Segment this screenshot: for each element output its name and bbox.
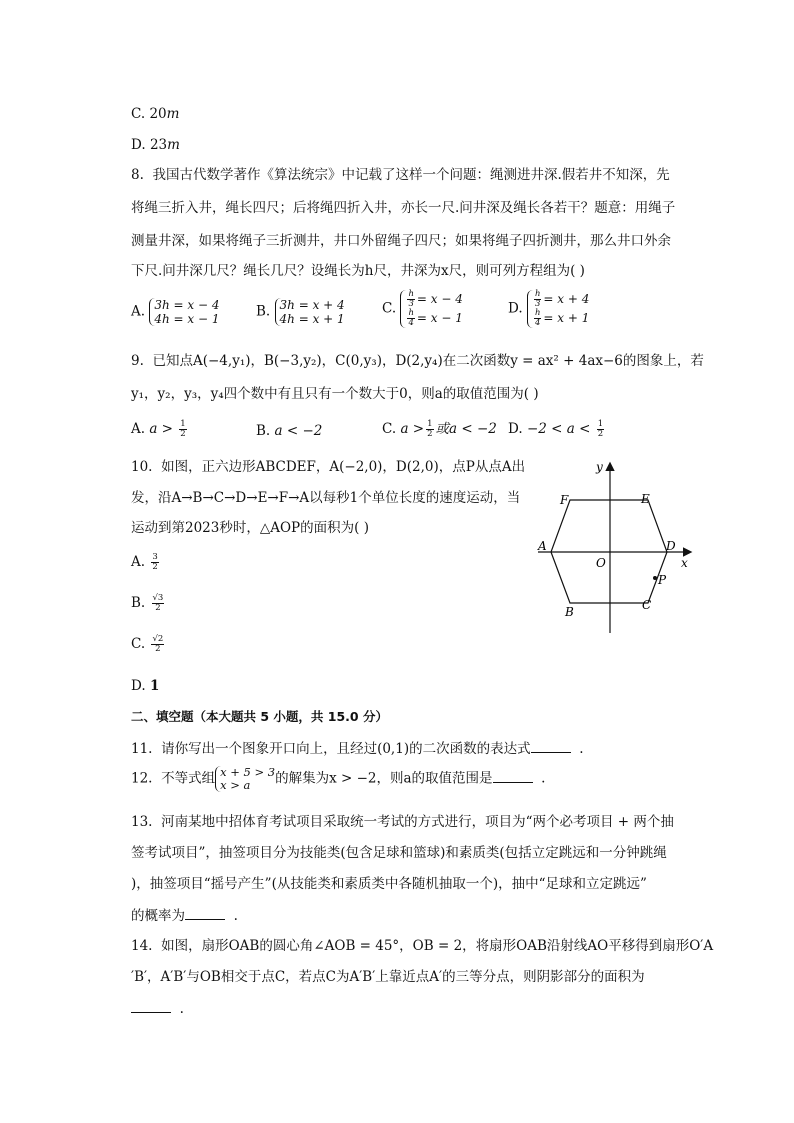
q8-option-c-row1: = x − 4 xyxy=(416,292,463,306)
q8-option-b-label: B. xyxy=(256,303,271,320)
q10-option-a-num: 3 xyxy=(152,552,158,562)
q7-option-d-unit: m xyxy=(167,137,180,153)
q10-option-d-label: D. xyxy=(131,678,146,694)
point-p-dot xyxy=(653,576,657,580)
q7-option-c-unit: m xyxy=(166,106,180,122)
q10-option-d-text: 1 xyxy=(149,678,160,694)
q9-option-c-text-pre: a > xyxy=(400,421,425,437)
q10-number: 10. xyxy=(131,459,153,475)
q10-option-a xyxy=(131,553,161,572)
q13-text-line2: 签考试项目”，抽签项目分为技能类(包含足球和篮球)和素质类(包括立定跳远和一分钟跳绳 xyxy=(131,845,667,861)
q7-option-c-label: C. xyxy=(131,106,146,122)
q9-option-a xyxy=(131,420,189,439)
frac-two: 2 xyxy=(180,429,186,439)
q12-row1: x + 5 > 3 xyxy=(220,765,276,779)
q10-text-line1: 如图，正六边形ABCDEF，A(−2,0)，D(2,0)，点P从点A出 xyxy=(161,459,526,475)
frac-two: 2 xyxy=(427,429,433,439)
q9-option-c-label: C. xyxy=(382,421,397,437)
q8-option-a-row1: 3h = x − 4 xyxy=(154,298,220,312)
frac-two: 2 xyxy=(597,429,604,439)
q9-option-d-label: D. xyxy=(508,421,523,437)
q8-text-line3: 测量井深，如果将绳子三折测井，井口外留绳子四尺；如果将绳子四折测井，那么井口外余 xyxy=(131,233,671,249)
q10-option-b-num: √3 xyxy=(152,593,164,603)
q11-number: 11. xyxy=(131,741,153,757)
q9-option-b-text: a < −2 xyxy=(274,423,323,439)
q9-text-line2: y₁，y₂，y₃，y₄四个数中有且只有一个数大于0，则a的取值范围为( ) xyxy=(131,386,539,402)
q8-option-b-row2: 4h = x + 1 xyxy=(279,312,345,326)
frac-four: 4 xyxy=(534,318,541,328)
frac-three: 3 xyxy=(408,299,414,309)
frac-three: 3 xyxy=(534,299,541,309)
q13-number: 13. xyxy=(131,814,153,830)
q9-option-d-text: −2 < a < xyxy=(526,421,591,437)
q11-end: . xyxy=(579,741,584,757)
frac-one: 1 xyxy=(427,419,433,429)
frac-one: 1 xyxy=(180,419,186,429)
q7-option-c-value: 20 xyxy=(149,106,167,122)
q10-text-line3: 运动到第2023秒时，△AOP的面积为( ) xyxy=(131,520,369,536)
q8-text-line4: 下尺.问井深几尺？绳长几尺？设绳长为h尺，井深为x尺，则可列方程组为( ) xyxy=(131,263,585,279)
q14-number: 14. xyxy=(131,938,153,954)
q8-option-d-label: D. xyxy=(508,300,523,317)
q12-pre: 不等式组 xyxy=(161,770,216,787)
q8-option-c xyxy=(382,290,463,328)
frac-one: 1 xyxy=(597,419,604,429)
label-a: A xyxy=(538,539,547,553)
label-y: y xyxy=(596,460,603,474)
frac-h: h xyxy=(408,289,414,299)
q13-answer-blank[interactable] xyxy=(185,906,225,920)
q9-number: 9. xyxy=(131,353,144,369)
q13-line4 xyxy=(131,906,238,925)
q8-option-d-row2: = x + 1 xyxy=(543,311,590,325)
q11 xyxy=(131,739,583,758)
section-fill-in-title: 二、填空题（本大题共 5 小题，共 15.0 分） xyxy=(131,709,388,724)
q8-option-a-label: A. xyxy=(131,303,146,320)
q12-end: . xyxy=(541,770,546,787)
q9-option-c xyxy=(382,420,497,439)
q14-line1 xyxy=(131,937,713,955)
q8-text-line1: 我国古代数学著作《算法统宗》中记载了这样一个问题：绳测进井深.假若井不知深，先 xyxy=(152,167,670,183)
q12-post: 的解集为x > −2，则a的取值范围是 xyxy=(275,770,493,787)
q10-option-b xyxy=(131,594,166,613)
label-d: D xyxy=(666,539,676,553)
q10-option-c-label: C. xyxy=(131,636,146,652)
label-x: x xyxy=(681,556,688,570)
hexagon-figure xyxy=(530,458,700,638)
q8-option-c-label: C. xyxy=(382,300,397,317)
q10-option-a-label: A. xyxy=(131,554,146,570)
label-p: P xyxy=(658,573,667,587)
q8-option-a-row2: 4h = x − 1 xyxy=(154,312,220,326)
q9-option-a-label: A. xyxy=(131,421,146,437)
q12-number: 12. xyxy=(131,770,153,787)
q9-option-d xyxy=(508,420,606,439)
q13-text-line3: )，抽签项目“摇号产生”(从技能类和素质类中各随机抽取一个)，抽中“足球和立定跳远” xyxy=(131,876,647,892)
frac-four: 4 xyxy=(408,318,414,328)
q14-text-line2: ′B′，A′B′与OB相交于点C，若点C为A′B′上靠近点A′的三等分点，则阴影部分的面积为 xyxy=(131,969,645,985)
q14-end: . xyxy=(179,1001,184,1017)
frac-h: h xyxy=(408,308,414,318)
label-e: E xyxy=(641,492,650,506)
frac-h: h xyxy=(534,289,541,299)
q12-row2: x > a xyxy=(220,778,251,792)
q8-number: 8. xyxy=(131,167,144,183)
label-f: F xyxy=(560,493,569,507)
q8-line1 xyxy=(131,166,670,184)
q10-line1 xyxy=(131,458,525,476)
q9-option-b xyxy=(256,422,322,440)
q10-option-c xyxy=(131,635,166,654)
q7-option-c xyxy=(131,105,179,123)
q13-text-line1: 河南某地中招体育考试项目采取统一考试的方式进行，项目为“两个必考项目 + 两个抽 xyxy=(161,814,674,830)
q10-option-b-label: B. xyxy=(131,595,146,611)
q14-answer-blank[interactable] xyxy=(131,999,171,1013)
q8-text-line2: 将绳三折入井，绳长四尺；后将绳四折入井，亦长一尺.问井深及绳长各若干？题意：用绳子 xyxy=(131,200,676,216)
q10-text-line2: 发，沿A→B→C→D→E→F→A以每秒1个单位长度的速度运动，当 xyxy=(131,490,521,506)
q8-option-d-row1: = x + 4 xyxy=(543,292,590,306)
q13-line1 xyxy=(131,813,674,831)
label-b: B xyxy=(565,605,574,619)
label-o: O xyxy=(596,556,606,570)
q12-answer-blank[interactable] xyxy=(493,769,533,783)
q7-option-d xyxy=(131,136,180,154)
q9-text-line1: 已知点A(−4,y₁)，B(−3,y₂)，C(0,y₃)，D(2,y₄)在二次函数y = ax² + 4ax−6的图象上，若 xyxy=(152,353,704,369)
q10-option-c-den: 2 xyxy=(155,644,161,654)
q11-answer-blank[interactable] xyxy=(531,739,571,753)
q9-option-a-text: a > xyxy=(149,421,173,437)
q12 xyxy=(131,766,545,792)
q8-option-d xyxy=(508,290,589,328)
q7-option-d-value: 23 xyxy=(149,137,168,153)
q11-text: 请你写出一个图象开口向上，且经过(0,1)的二次函数的表达式 xyxy=(161,741,531,757)
q14-text-line1: 如图，扇形OAB的圆心角∠AOB = 45°，OB = 2，将扇形OAB沿射线AO平移得到扇形O′A xyxy=(161,938,714,954)
q13-text-line4: 的概率为 xyxy=(131,908,185,924)
q13-end: . xyxy=(233,908,238,924)
q14-line3 xyxy=(131,999,184,1018)
q8-option-b-row1: 3h = x + 4 xyxy=(279,298,345,312)
q10-option-c-num: √2 xyxy=(152,634,164,644)
q10-option-d xyxy=(131,677,159,695)
q9-option-b-label: B. xyxy=(256,423,271,439)
q8-option-c-row2: = x − 1 xyxy=(416,311,463,325)
label-c: C xyxy=(642,598,652,612)
q9-option-c-text-post: 或a < −2 xyxy=(435,421,497,437)
q9-line1 xyxy=(131,352,704,370)
q8-option-b xyxy=(256,298,345,326)
frac-h: h xyxy=(534,308,541,318)
q7-option-d-label: D. xyxy=(131,137,146,153)
q10-option-b-den: 2 xyxy=(155,603,161,613)
q10-option-a-den: 2 xyxy=(152,562,158,572)
q8-option-a xyxy=(131,298,219,326)
